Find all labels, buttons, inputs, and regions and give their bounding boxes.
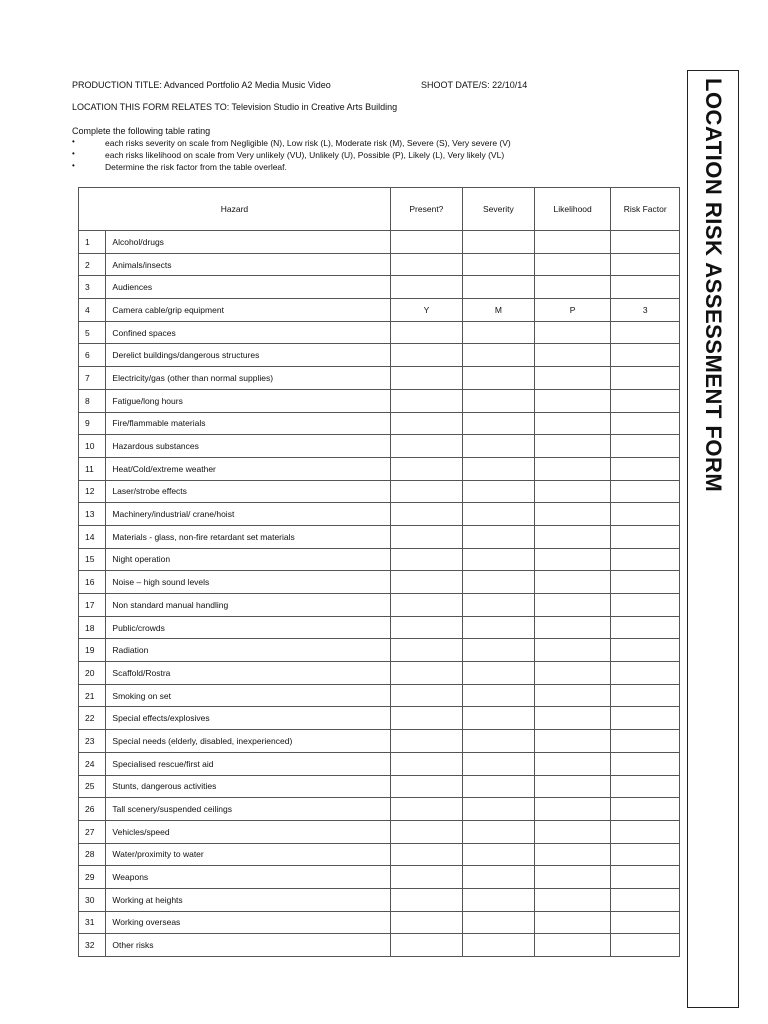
severity-cell[interactable]	[462, 548, 534, 571]
likelihood-cell[interactable]	[534, 412, 611, 435]
severity-cell[interactable]	[462, 662, 534, 685]
hazard-name: Scaffold/Rostra	[106, 662, 391, 685]
present-cell[interactable]	[390, 866, 462, 889]
likelihood-cell[interactable]	[534, 367, 611, 390]
table-row	[79, 730, 680, 753]
risk-factor-cell[interactable]	[611, 571, 680, 594]
severity-cell[interactable]	[462, 503, 534, 526]
risk-factor-cell[interactable]	[611, 276, 680, 299]
col-header-present: Present?	[390, 188, 462, 231]
table-row	[79, 934, 680, 957]
likelihood-cell[interactable]	[534, 707, 611, 730]
risk-factor-cell[interactable]	[611, 752, 680, 775]
risk-factor-cell[interactable]	[611, 231, 680, 254]
likelihood-cell[interactable]	[534, 525, 611, 548]
hazard-number: 11	[79, 457, 106, 480]
risk-factor-cell[interactable]	[611, 525, 680, 548]
table-row	[79, 820, 680, 843]
hazard-name: Noise – high sound levels	[106, 571, 391, 594]
hazard-number: 7	[79, 367, 106, 390]
risk-factor-cell[interactable]	[611, 253, 680, 276]
table-row	[79, 412, 680, 435]
col-header-risk-factor: Risk Factor	[611, 188, 680, 231]
risk-table	[78, 187, 680, 957]
severity-cell[interactable]	[462, 798, 534, 821]
likelihood-cell[interactable]	[534, 276, 611, 299]
likelihood-cell[interactable]	[534, 684, 611, 707]
present-cell[interactable]	[390, 480, 462, 503]
severity-cell[interactable]	[462, 571, 534, 594]
severity-cell[interactable]	[462, 888, 534, 911]
bullet-text: Determine the risk factor from the table overleaf.	[105, 162, 287, 172]
severity-cell[interactable]	[462, 752, 534, 775]
likelihood-cell[interactable]	[534, 231, 611, 254]
severity-cell[interactable]	[462, 730, 534, 753]
present-cell[interactable]	[390, 253, 462, 276]
likelihood-cell[interactable]	[534, 798, 611, 821]
risk-factor-cell[interactable]	[611, 457, 680, 480]
severity-cell[interactable]	[462, 934, 534, 957]
hazard-name: Electricity/gas (other than normal supplies)	[106, 367, 391, 390]
present-cell[interactable]	[390, 321, 462, 344]
hazard-name: Radiation	[106, 639, 391, 662]
present-cell[interactable]	[390, 843, 462, 866]
present-cell[interactable]	[390, 934, 462, 957]
hazard-name: Hazardous substances	[106, 435, 391, 458]
table-row	[79, 389, 680, 412]
risk-factor-cell[interactable]	[611, 435, 680, 458]
col-header-hazard: Hazard	[79, 188, 391, 231]
hazard-name: Tall scenery/suspended ceilings	[106, 798, 391, 821]
likelihood-cell[interactable]	[534, 639, 611, 662]
likelihood-cell[interactable]	[534, 616, 611, 639]
present-cell[interactable]	[390, 548, 462, 571]
table-row	[79, 571, 680, 594]
severity-cell[interactable]	[462, 911, 534, 934]
present-cell[interactable]	[390, 389, 462, 412]
present-cell[interactable]	[390, 730, 462, 753]
shoot-dates: SHOOT DATE/S: 22/10/14	[421, 80, 528, 90]
bullet-text: each risks likelihood on scale from Very unlikely (VU), Unlikely (U), Possible (P), Likely (L), Very likely (VL)	[105, 150, 505, 160]
hazard-number: 18	[79, 616, 106, 639]
hazard-number: 28	[79, 843, 106, 866]
risk-factor-cell[interactable]	[611, 480, 680, 503]
hazard-number: 26	[79, 798, 106, 821]
severity-cell[interactable]	[462, 775, 534, 798]
hazard-number: 30	[79, 888, 106, 911]
present-cell[interactable]	[390, 276, 462, 299]
risk-factor-cell[interactable]	[611, 662, 680, 685]
likelihood-cell[interactable]	[534, 321, 611, 344]
present-cell[interactable]	[390, 616, 462, 639]
likelihood-cell[interactable]	[534, 820, 611, 843]
table-row	[79, 321, 680, 344]
risk-factor-cell[interactable]	[611, 934, 680, 957]
risk-factor-cell[interactable]	[611, 321, 680, 344]
likelihood-cell[interactable]	[534, 662, 611, 685]
hazard-number: 12	[79, 480, 106, 503]
hazard-number: 27	[79, 820, 106, 843]
present-cell[interactable]	[390, 639, 462, 662]
col-header-likelihood: Likelihood	[534, 188, 611, 231]
table-row	[79, 866, 680, 889]
col-header-severity: Severity	[462, 188, 534, 231]
hazard-name: Machinery/industrial/ crane/hoist	[106, 503, 391, 526]
table-row	[79, 231, 680, 254]
severity-cell[interactable]	[462, 820, 534, 843]
present-cell[interactable]	[390, 798, 462, 821]
table-row	[79, 367, 680, 390]
table-row	[79, 662, 680, 685]
instructions: Complete the following table rating	[72, 126, 211, 136]
table-row	[79, 276, 680, 299]
hazard-name: Heat/Cold/extreme weather	[106, 457, 391, 480]
risk-factor-cell[interactable]	[611, 843, 680, 866]
table-row	[79, 594, 680, 617]
hazard-number: 32	[79, 934, 106, 957]
hazard-name: Fire/flammable materials	[106, 412, 391, 435]
severity-cell[interactable]	[462, 480, 534, 503]
risk-factor-cell[interactable]	[611, 412, 680, 435]
hazard-name: Public/crowds	[106, 616, 391, 639]
present-cell[interactable]	[390, 344, 462, 367]
table-header-row	[79, 188, 680, 231]
present-cell[interactable]	[390, 435, 462, 458]
table-row	[79, 503, 680, 526]
likelihood-cell[interactable]: P	[534, 299, 611, 322]
risk-factor-cell[interactable]	[611, 503, 680, 526]
hazard-name: Smoking on set	[106, 684, 391, 707]
hazard-name: Vehicles/speed	[106, 820, 391, 843]
likelihood-cell[interactable]	[534, 934, 611, 957]
severity-cell[interactable]	[462, 253, 534, 276]
hazard-name: Weapons	[106, 866, 391, 889]
likelihood-cell[interactable]	[534, 457, 611, 480]
risk-factor-cell[interactable]	[611, 344, 680, 367]
hazard-number: 31	[79, 911, 106, 934]
side-title: LOCATION RISK ASSESSMENT FORM	[701, 78, 726, 493]
risk-factor-cell[interactable]	[611, 820, 680, 843]
severity-cell[interactable]	[462, 639, 534, 662]
table-row	[79, 775, 680, 798]
risk-factor-cell[interactable]	[611, 639, 680, 662]
present-cell[interactable]	[390, 911, 462, 934]
likelihood-cell[interactable]	[534, 730, 611, 753]
severity-cell[interactable]	[462, 707, 534, 730]
bullet-text: each risks severity on scale from Negligible (N), Low risk (L), Moderate risk (M), Severe (S), Very severe (V)	[105, 138, 511, 148]
table-row	[79, 253, 680, 276]
present-cell[interactable]	[390, 367, 462, 390]
risk-factor-cell[interactable]	[611, 548, 680, 571]
hazard-name: Night operation	[106, 548, 391, 571]
hazard-name: Water/proximity to water	[106, 843, 391, 866]
table-row	[79, 684, 680, 707]
hazard-name: Materials - glass, non-fire retardant set materials	[106, 525, 391, 548]
hazard-number: 10	[79, 435, 106, 458]
hazard-name: Working at heights	[106, 888, 391, 911]
likelihood-cell[interactable]	[534, 594, 611, 617]
table-row	[79, 480, 680, 503]
likelihood-cell[interactable]	[534, 344, 611, 367]
hazard-number: 15	[79, 548, 106, 571]
likelihood-cell[interactable]	[534, 843, 611, 866]
hazard-name: Fatigue/long hours	[106, 389, 391, 412]
likelihood-cell[interactable]	[534, 571, 611, 594]
likelihood-cell[interactable]	[534, 480, 611, 503]
hazard-number: 9	[79, 412, 106, 435]
likelihood-cell[interactable]	[534, 866, 611, 889]
bullet-icon: •	[72, 161, 75, 170]
table-row	[79, 752, 680, 775]
risk-factor-cell[interactable]	[611, 775, 680, 798]
hazard-name: Specialised rescue/first aid	[106, 752, 391, 775]
likelihood-cell[interactable]	[534, 911, 611, 934]
hazard-name: Camera cable/grip equipment	[106, 299, 391, 322]
hazard-number: 23	[79, 730, 106, 753]
present-cell[interactable]	[390, 503, 462, 526]
hazard-number: 22	[79, 707, 106, 730]
severity-cell[interactable]	[462, 276, 534, 299]
hazard-number: 20	[79, 662, 106, 685]
table-row	[79, 344, 680, 367]
hazard-name: Audiences	[106, 276, 391, 299]
risk-factor-cell[interactable]	[611, 389, 680, 412]
table-row	[79, 888, 680, 911]
severity-cell[interactable]	[462, 412, 534, 435]
table-row	[79, 299, 680, 322]
hazard-number: 16	[79, 571, 106, 594]
likelihood-cell[interactable]	[534, 775, 611, 798]
hazard-number: 14	[79, 525, 106, 548]
risk-factor-cell[interactable]	[611, 367, 680, 390]
hazard-name: Animals/insects	[106, 253, 391, 276]
severity-cell[interactable]	[462, 321, 534, 344]
present-cell[interactable]	[390, 820, 462, 843]
hazard-number: 5	[79, 321, 106, 344]
hazard-number: 8	[79, 389, 106, 412]
hazard-name: Alcohol/drugs	[106, 231, 391, 254]
risk-factor-cell[interactable]	[611, 684, 680, 707]
hazard-name: Stunts, dangerous activities	[106, 775, 391, 798]
hazard-number: 4	[79, 299, 106, 322]
hazard-number: 29	[79, 866, 106, 889]
severity-cell[interactable]	[462, 344, 534, 367]
hazard-name: Non standard manual handling	[106, 594, 391, 617]
bullet-icon: •	[72, 149, 75, 158]
likelihood-cell[interactable]	[534, 253, 611, 276]
risk-factor-cell[interactable]	[611, 616, 680, 639]
table-row	[79, 639, 680, 662]
present-cell[interactable]	[390, 412, 462, 435]
table-row	[79, 457, 680, 480]
risk-factor-cell[interactable]	[611, 707, 680, 730]
present-cell[interactable]	[390, 231, 462, 254]
table-row	[79, 548, 680, 571]
risk-factor-cell[interactable]	[611, 911, 680, 934]
likelihood-cell[interactable]	[534, 548, 611, 571]
hazard-number: 24	[79, 752, 106, 775]
hazard-number: 17	[79, 594, 106, 617]
likelihood-cell[interactable]	[534, 435, 611, 458]
severity-cell[interactable]	[462, 684, 534, 707]
severity-cell[interactable]	[462, 435, 534, 458]
present-cell[interactable]	[390, 525, 462, 548]
table-row	[79, 707, 680, 730]
present-cell[interactable]	[390, 707, 462, 730]
severity-cell[interactable]: M	[462, 299, 534, 322]
present-cell[interactable]	[390, 752, 462, 775]
hazard-name: Laser/strobe effects	[106, 480, 391, 503]
present-cell[interactable]	[390, 888, 462, 911]
hazard-number: 6	[79, 344, 106, 367]
hazard-number: 19	[79, 639, 106, 662]
risk-table-body	[79, 231, 680, 957]
present-cell[interactable]: Y	[390, 299, 462, 322]
severity-cell[interactable]	[462, 367, 534, 390]
hazard-number: 25	[79, 775, 106, 798]
severity-cell[interactable]	[462, 843, 534, 866]
present-cell[interactable]	[390, 571, 462, 594]
location-line: LOCATION THIS FORM RELATES TO: Television Studio in Creative Arts Building	[72, 102, 398, 112]
severity-cell[interactable]	[462, 594, 534, 617]
risk-factor-cell[interactable]	[611, 594, 680, 617]
risk-factor-cell[interactable]: 3	[611, 299, 680, 322]
hazard-name: Derelict buildings/dangerous structures	[106, 344, 391, 367]
risk-factor-cell[interactable]	[611, 888, 680, 911]
risk-factor-cell[interactable]	[611, 866, 680, 889]
hazard-name: Working overseas	[106, 911, 391, 934]
likelihood-cell[interactable]	[534, 752, 611, 775]
severity-cell[interactable]	[462, 525, 534, 548]
hazard-number: 21	[79, 684, 106, 707]
hazard-number: 13	[79, 503, 106, 526]
hazard-name: Confined spaces	[106, 321, 391, 344]
present-cell[interactable]	[390, 457, 462, 480]
likelihood-cell[interactable]	[534, 503, 611, 526]
present-cell[interactable]	[390, 775, 462, 798]
hazard-name: Special effects/explosives	[106, 707, 391, 730]
severity-cell[interactable]	[462, 866, 534, 889]
table-row	[79, 798, 680, 821]
likelihood-cell[interactable]	[534, 389, 611, 412]
risk-factor-cell[interactable]	[611, 730, 680, 753]
severity-cell[interactable]	[462, 389, 534, 412]
present-cell[interactable]	[390, 662, 462, 685]
production-title: PRODUCTION TITLE: Advanced Portfolio A2 Media Music Video	[72, 80, 331, 90]
bullet-icon: •	[72, 137, 75, 146]
present-cell[interactable]	[390, 594, 462, 617]
table-row	[79, 843, 680, 866]
severity-cell[interactable]	[462, 616, 534, 639]
table-row	[79, 911, 680, 934]
hazard-number: 3	[79, 276, 106, 299]
hazard-name: Special needs (elderly, disabled, inexperienced)	[106, 730, 391, 753]
risk-factor-cell[interactable]	[611, 798, 680, 821]
hazard-number: 2	[79, 253, 106, 276]
hazard-number: 1	[79, 231, 106, 254]
hazard-name: Other risks	[106, 934, 391, 957]
present-cell[interactable]	[390, 684, 462, 707]
table-row	[79, 435, 680, 458]
severity-cell[interactable]	[462, 457, 534, 480]
severity-cell[interactable]	[462, 231, 534, 254]
table-row	[79, 525, 680, 548]
table-row	[79, 616, 680, 639]
likelihood-cell[interactable]	[534, 888, 611, 911]
